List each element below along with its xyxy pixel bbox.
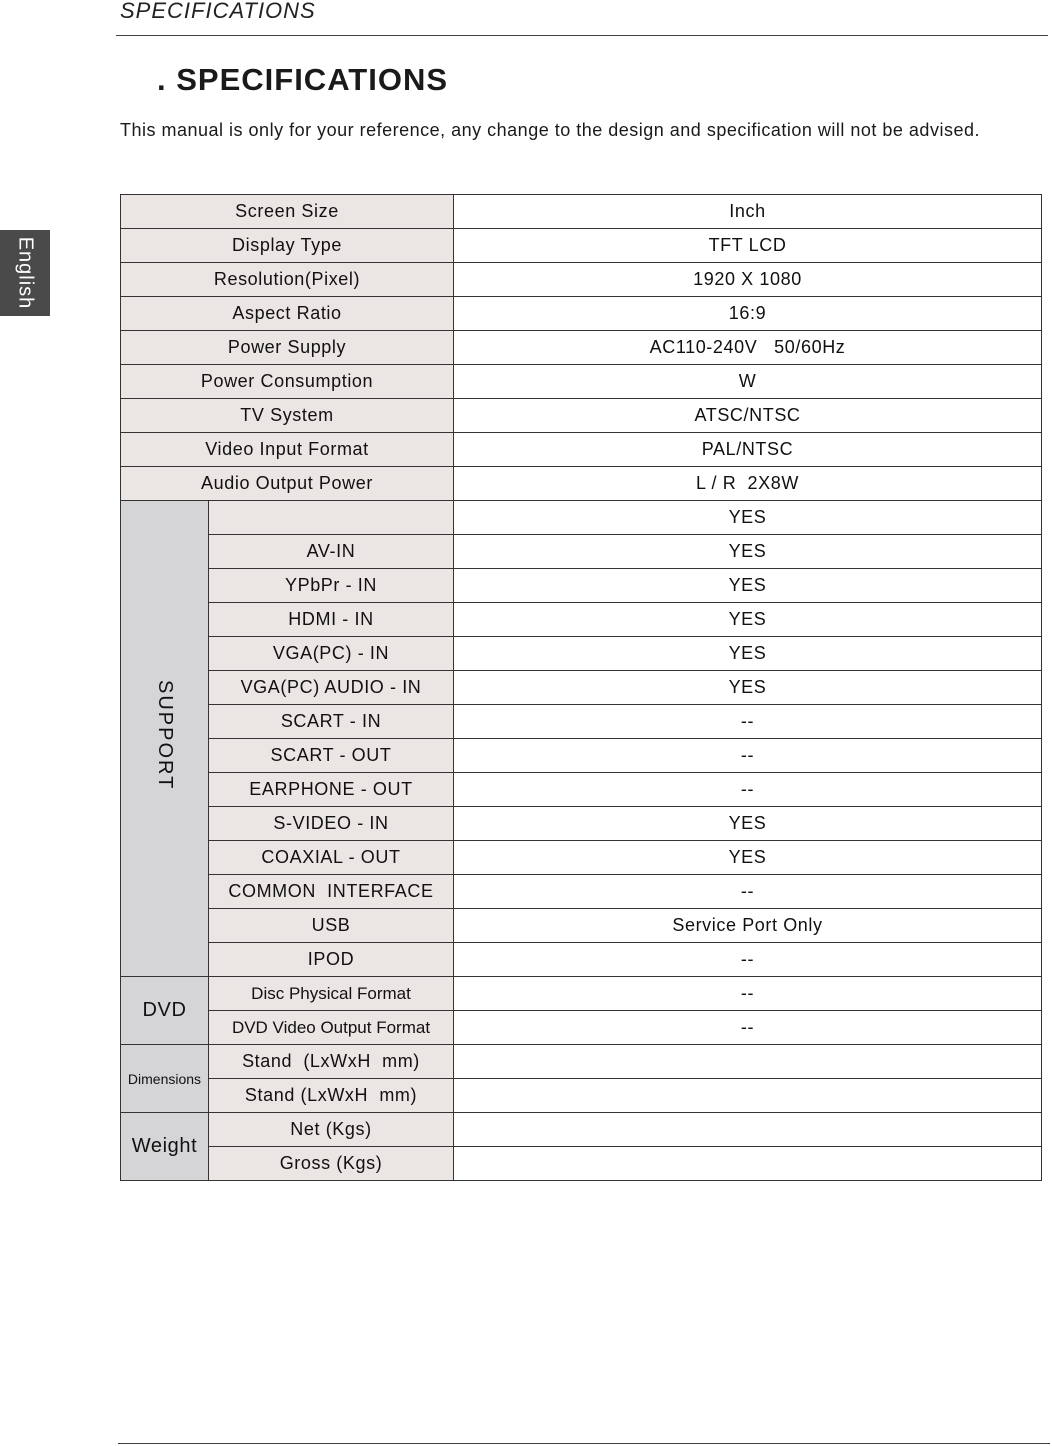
spec-label: VGA(PC) AUDIO - IN — [209, 671, 454, 705]
spec-value: Service Port Only — [454, 909, 1042, 943]
spec-label: AV-IN — [209, 535, 454, 569]
spec-value — [454, 1113, 1042, 1147]
spec-label: Display Type — [121, 229, 454, 263]
spec-label: YPbPr - IN — [209, 569, 454, 603]
table-row — [121, 331, 1042, 365]
table-row — [121, 569, 1042, 603]
page-title: . SPECIFICATIONS — [157, 62, 449, 97]
spec-label: IPOD — [209, 943, 454, 977]
spec-label: COMMON INTERFACE — [209, 875, 454, 909]
spec-value: YES — [454, 637, 1042, 671]
spec-label: Gross (Kgs) — [209, 1147, 454, 1181]
table-row — [121, 501, 1042, 535]
table-row — [121, 365, 1042, 399]
spec-label: SCART - OUT — [209, 739, 454, 773]
spec-label: Aspect Ratio — [121, 297, 454, 331]
spec-value: L / R 2X8W — [454, 467, 1042, 501]
table-row — [121, 943, 1042, 977]
table-row — [121, 263, 1042, 297]
table-row — [121, 1113, 1042, 1147]
spec-value: -- — [454, 773, 1042, 807]
spec-value: YES — [454, 671, 1042, 705]
running-header-title: SPECIFICATIONS — [120, 0, 316, 23]
spec-label: SCART - IN — [209, 705, 454, 739]
footer-divider — [118, 1443, 1050, 1444]
spec-label — [209, 501, 454, 535]
spec-value — [454, 1045, 1042, 1079]
language-tab-label: English — [14, 236, 37, 310]
spec-value: -- — [454, 1011, 1042, 1045]
spec-value: -- — [454, 943, 1042, 977]
header-divider — [116, 35, 1048, 36]
spec-label: HDMI - IN — [209, 603, 454, 637]
spec-value: YES — [454, 807, 1042, 841]
spec-value: PAL/NTSC — [454, 433, 1042, 467]
table-row — [121, 637, 1042, 671]
spec-label: Disc Physical Format — [209, 977, 454, 1011]
table-row — [121, 977, 1042, 1011]
table-row — [121, 875, 1042, 909]
spec-label: USB — [209, 909, 454, 943]
spec-value: Inch — [454, 195, 1042, 229]
spec-label: TV System — [121, 399, 454, 433]
table-row — [121, 841, 1042, 875]
spec-value: 16:9 — [454, 297, 1042, 331]
spec-label: Audio Output Power — [121, 467, 454, 501]
table-row — [121, 909, 1042, 943]
table-row — [121, 705, 1042, 739]
table-row — [121, 773, 1042, 807]
spec-label: S-VIDEO - IN — [209, 807, 454, 841]
dimensions-group-label: Dimensions — [121, 1045, 209, 1113]
spec-value: 1920 X 1080 — [454, 263, 1042, 297]
table-row — [121, 671, 1042, 705]
weight-group-label: Weight — [121, 1113, 209, 1181]
spec-value: -- — [454, 875, 1042, 909]
table-row — [121, 195, 1042, 229]
dvd-group-label: DVD — [121, 977, 209, 1045]
spec-value — [454, 1147, 1042, 1181]
spec-value: W — [454, 365, 1042, 399]
spec-label: COAXIAL - OUT — [209, 841, 454, 875]
table-row — [121, 467, 1042, 501]
table-row — [121, 229, 1042, 263]
spec-value: YES — [454, 501, 1042, 535]
spec-value: ATSC/NTSC — [454, 399, 1042, 433]
spec-label: VGA(PC) - IN — [209, 637, 454, 671]
table-row — [121, 1147, 1042, 1181]
spec-value: -- — [454, 705, 1042, 739]
spec-label: Net (Kgs) — [209, 1113, 454, 1147]
table-row — [121, 1079, 1042, 1113]
language-tab — [0, 230, 50, 316]
support-group-label: SUPPORT — [154, 680, 176, 791]
intro-paragraph: This manual is only for your reference, any change to the design and specification will not be advised. — [120, 120, 980, 140]
table-row — [121, 807, 1042, 841]
support-group-cell — [121, 501, 209, 977]
spec-value: TFT LCD — [454, 229, 1042, 263]
spec-value: AC110-240V 50/60Hz — [454, 331, 1042, 365]
table-row — [121, 535, 1042, 569]
spec-value: YES — [454, 569, 1042, 603]
spec-label: Stand (LxWxH mm) — [209, 1079, 454, 1113]
spec-value: YES — [454, 841, 1042, 875]
spec-label: Screen Size — [121, 195, 454, 229]
spec-label: EARPHONE - OUT — [209, 773, 454, 807]
specifications-table — [120, 194, 1042, 1181]
table-row — [121, 297, 1042, 331]
spec-value: -- — [454, 977, 1042, 1011]
spec-label: Video Input Format — [121, 433, 454, 467]
table-row — [121, 433, 1042, 467]
spec-label: Stand (LxWxH mm) — [209, 1045, 454, 1079]
spec-label: Power Supply — [121, 331, 454, 365]
table-row — [121, 1045, 1042, 1079]
spec-value: -- — [454, 739, 1042, 773]
spec-value: YES — [454, 535, 1042, 569]
spec-label: Resolution(Pixel) — [121, 263, 454, 297]
spec-value — [454, 1079, 1042, 1113]
spec-label: DVD Video Output Format — [209, 1011, 454, 1045]
spec-value: YES — [454, 603, 1042, 637]
table-row — [121, 399, 1042, 433]
table-row — [121, 739, 1042, 773]
spec-label: Power Consumption — [121, 365, 454, 399]
table-row — [121, 1011, 1042, 1045]
table-row — [121, 603, 1042, 637]
